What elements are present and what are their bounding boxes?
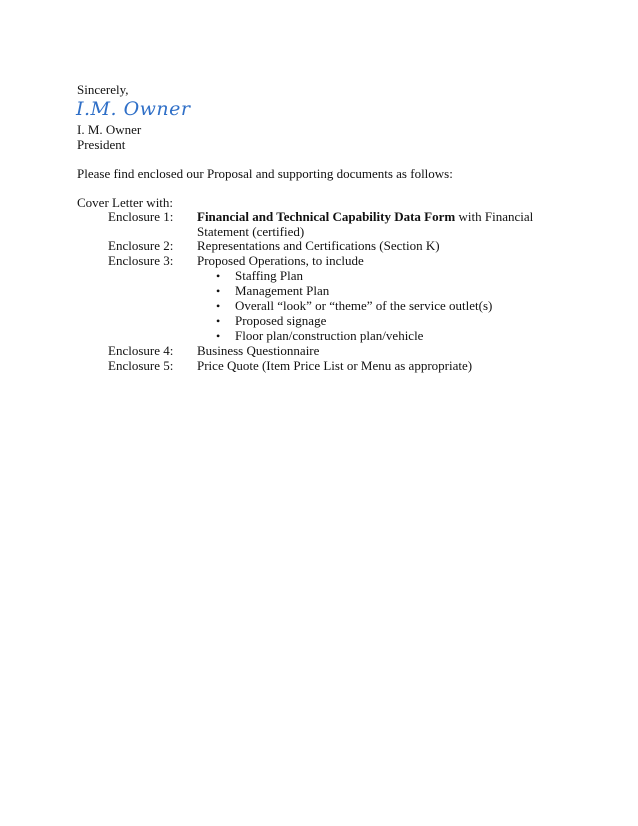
list-item: [216, 298, 492, 314]
bullet-icon: •: [216, 299, 221, 313]
signer-name: I. M. Owner: [77, 122, 142, 137]
enclosure-1-label: Enclosure 1:: [108, 209, 174, 224]
bullet-text: Proposed signage: [235, 313, 327, 328]
list-item: [216, 328, 423, 344]
bullet-icon: •: [216, 329, 221, 343]
enclosure-5-text: Price Quote (Item Price List or Menu as appropriate): [197, 358, 473, 373]
signer-title: President: [77, 137, 126, 152]
enclosure-1-bold: Financial and Technical Capability Data Form: [197, 209, 456, 224]
enclosure-1-rest: with Financial Statement (certified): [197, 209, 534, 239]
enclosure-2-label: Enclosure 2:: [108, 238, 174, 253]
bullet-icon: •: [216, 314, 221, 328]
enclosure-1-text: [197, 209, 587, 239]
enclosure-4-text: Business Questionnaire: [197, 343, 320, 358]
bullet-icon: •: [216, 284, 221, 298]
list-item: [216, 313, 326, 329]
bullet-text: Staffing Plan: [235, 268, 304, 283]
enclosure-5-label: Enclosure 5:: [108, 358, 174, 373]
enclosure-3-text: Proposed Operations, to include: [197, 253, 364, 268]
bullet-text: Floor plan/construction plan/vehicle: [235, 328, 424, 343]
enclosure-4-label: Enclosure 4:: [108, 343, 174, 358]
bullet-icon: •: [216, 269, 221, 283]
enclosure-3-label: Enclosure 3:: [108, 253, 174, 268]
list-item: [216, 283, 329, 299]
cover-letter-heading: Cover Letter with:: [77, 195, 174, 210]
enclosure-2-text: Representations and Certifications (Section K): [197, 238, 440, 253]
closing-text: Sincerely,: [77, 82, 129, 97]
bullet-text: Overall “look” or “theme” of the service outlet(s): [235, 298, 493, 313]
signature: I.M. Owner: [76, 98, 191, 120]
bullet-text: Management Plan: [235, 283, 330, 298]
list-item: [216, 268, 303, 284]
intro-paragraph: Please find enclosed our Proposal and supporting documents as follows:: [77, 166, 453, 181]
